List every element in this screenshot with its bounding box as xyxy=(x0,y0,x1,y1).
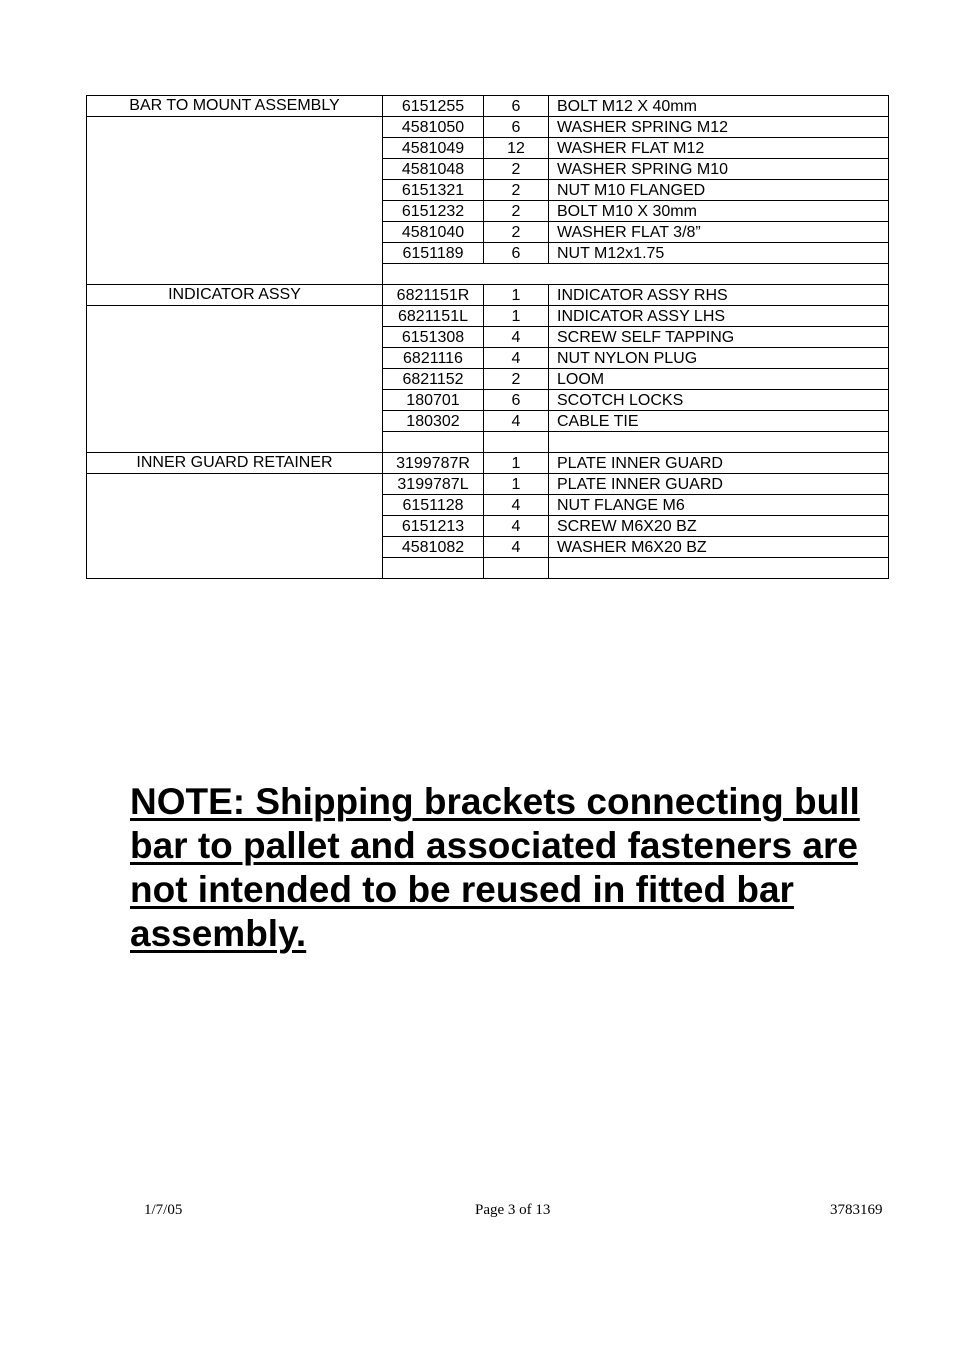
assembly-name: BAR TO MOUNT ASSEMBLY xyxy=(87,96,383,117)
footer-document-number: 3783169 xyxy=(830,1202,883,1218)
empty-cell xyxy=(484,558,549,579)
assembly-span-cell xyxy=(87,117,383,285)
description: NUT M12x1.75 xyxy=(549,243,889,264)
assembly-name: INNER GUARD RETAINER xyxy=(87,453,383,474)
part-number: 180701 xyxy=(383,390,484,411)
description: WASHER M6X20 BZ xyxy=(549,537,889,558)
part-number: 4581040 xyxy=(383,222,484,243)
description: BOLT M10 X 30mm xyxy=(549,201,889,222)
quantity: 6 xyxy=(484,390,549,411)
table-row xyxy=(87,117,889,138)
description: PLATE INNER GUARD xyxy=(549,474,889,495)
table-row xyxy=(87,285,889,306)
part-number: 4581049 xyxy=(383,138,484,159)
description: WASHER FLAT M12 xyxy=(549,138,889,159)
part-number: 4581048 xyxy=(383,159,484,180)
part-number: 6821151R xyxy=(383,285,484,306)
part-number: 6151308 xyxy=(383,327,484,348)
part-number: 6821116 xyxy=(383,348,484,369)
assembly-name: INDICATOR ASSY xyxy=(87,285,383,306)
quantity: 6 xyxy=(484,243,549,264)
assembly-span-cell xyxy=(87,306,383,453)
part-number: 3199787L xyxy=(383,474,484,495)
empty-cell xyxy=(383,432,484,453)
spacer-cell xyxy=(383,264,889,285)
part-number: 6151255 xyxy=(383,96,484,117)
quantity: 4 xyxy=(484,516,549,537)
description: WASHER SPRING M10 xyxy=(549,159,889,180)
part-number: 6151213 xyxy=(383,516,484,537)
description: NUT FLANGE M6 xyxy=(549,495,889,516)
quantity: 4 xyxy=(484,495,549,516)
description: PLATE INNER GUARD xyxy=(549,453,889,474)
parts-table xyxy=(86,95,889,579)
table-row xyxy=(87,474,889,495)
parts-table-body xyxy=(87,96,889,579)
quantity: 1 xyxy=(484,285,549,306)
description: WASHER FLAT 3/8” xyxy=(549,222,889,243)
quantity: 12 xyxy=(484,138,549,159)
quantity: 2 xyxy=(484,180,549,201)
quantity: 4 xyxy=(484,327,549,348)
quantity: 4 xyxy=(484,537,549,558)
quantity: 1 xyxy=(484,474,549,495)
part-number: 3199787R xyxy=(383,453,484,474)
assembly-span-cell xyxy=(87,474,383,579)
description: INDICATOR ASSY RHS xyxy=(549,285,889,306)
description: SCREW M6X20 BZ xyxy=(549,516,889,537)
table-row xyxy=(87,306,889,327)
description: SCOTCH LOCKS xyxy=(549,390,889,411)
part-number: 6151321 xyxy=(383,180,484,201)
part-number: 6821151L xyxy=(383,306,484,327)
quantity: 1 xyxy=(484,453,549,474)
quantity: 4 xyxy=(484,411,549,432)
part-number: 6151189 xyxy=(383,243,484,264)
description: INDICATOR ASSY LHS xyxy=(549,306,889,327)
quantity: 6 xyxy=(484,117,549,138)
part-number: 4581050 xyxy=(383,117,484,138)
empty-cell xyxy=(549,432,889,453)
description: WASHER SPRING M12 xyxy=(549,117,889,138)
description: SCREW SELF TAPPING xyxy=(549,327,889,348)
description: CABLE TIE xyxy=(549,411,889,432)
empty-cell xyxy=(383,558,484,579)
part-number: 6151232 xyxy=(383,201,484,222)
description: BOLT M12 X 40mm xyxy=(549,96,889,117)
empty-cell xyxy=(484,432,549,453)
description: NUT M10 FLANGED xyxy=(549,180,889,201)
part-number: 4581082 xyxy=(383,537,484,558)
part-number: 6821152 xyxy=(383,369,484,390)
part-number: 180302 xyxy=(383,411,484,432)
empty-cell xyxy=(549,558,889,579)
quantity: 2 xyxy=(484,369,549,390)
footer-page-number: Page 3 of 13 xyxy=(475,1202,551,1218)
part-number: 6151128 xyxy=(383,495,484,516)
table-row xyxy=(87,96,889,117)
quantity: 4 xyxy=(484,348,549,369)
quantity: 6 xyxy=(484,96,549,117)
footer-date: 1/7/05 xyxy=(144,1202,183,1218)
table-row xyxy=(87,453,889,474)
quantity: 2 xyxy=(484,222,549,243)
quantity: 2 xyxy=(484,159,549,180)
description: LOOM xyxy=(549,369,889,390)
quantity: 1 xyxy=(484,306,549,327)
quantity: 2 xyxy=(484,201,549,222)
shipping-note: NOTE: Shipping brackets connecting bull bar to pallet and associated fasteners are not intended to be reused in fitted bar assembly. xyxy=(130,781,860,954)
description: NUT NYLON PLUG xyxy=(549,348,889,369)
